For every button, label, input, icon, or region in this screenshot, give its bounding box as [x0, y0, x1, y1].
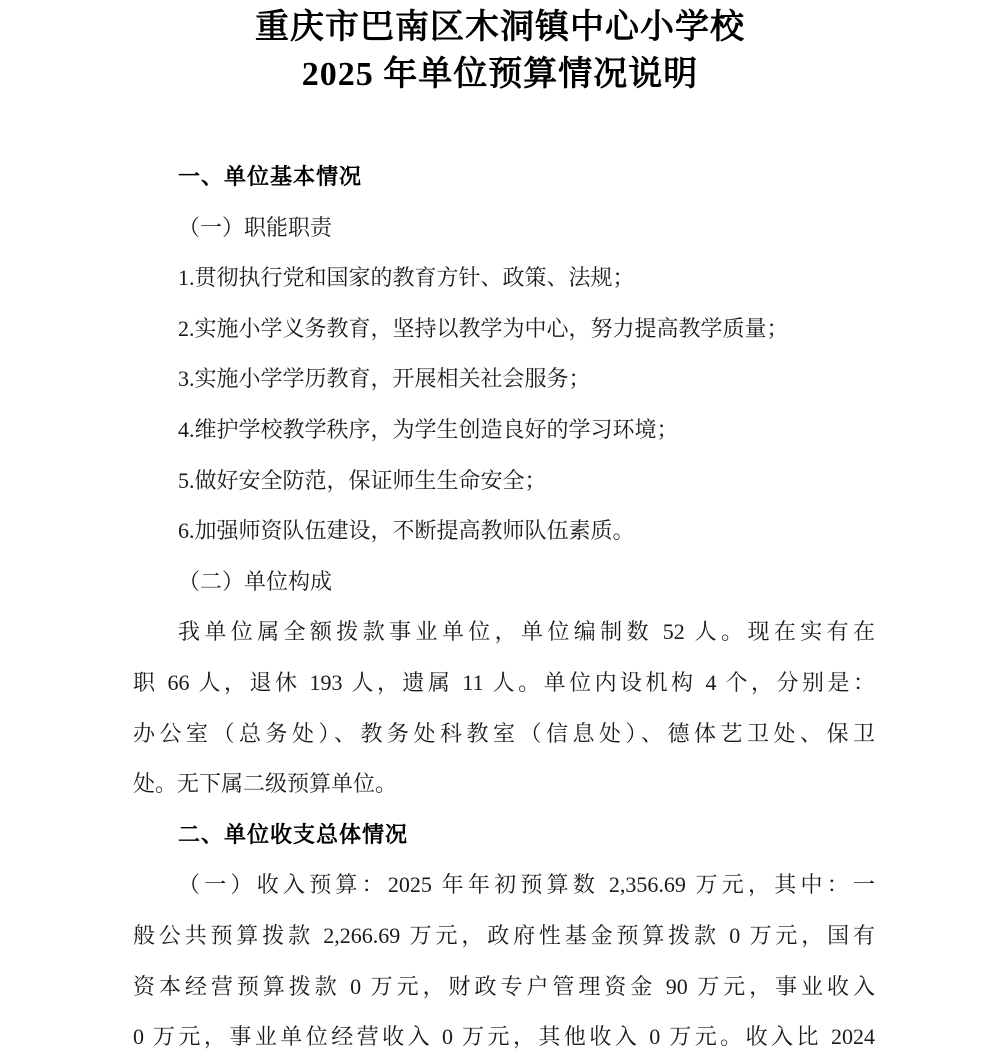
- org-paragraph-line-3: 办公室（总务处）、教务处科教室（信息处）、德体艺卫处、保卫: [133, 720, 875, 746]
- document-title: [0, 4, 1000, 98]
- org-paragraph-line-2: 职 66 人，退休 193 人，遗属 11 人。单位内设机构 4 个，分别是：: [133, 669, 875, 695]
- income-paragraph-line-2: 般公共预算拨款 2,266.69 万元，政府性基金预算拨款 0 万元，国有: [133, 922, 875, 948]
- income-paragraph-line-1: （一）收入预算：2025 年年初预算数 2,356.69 万元，其中：一: [178, 872, 875, 898]
- document-body: [133, 152, 875, 1053]
- duty-item-2: 2.实施小学义务教育，坚持以教学为中心，努力提高教学质量；: [178, 315, 789, 341]
- subsection-1-1-heading: （一）职能职责: [178, 214, 333, 240]
- section-1-heading: 一、单位基本情况: [178, 164, 363, 189]
- org-paragraph-line-4: 处。无下属二级预算单位。: [133, 771, 398, 797]
- income-paragraph-line-4: 0 万元，事业单位经营收入 0 万元，其他收入 0 万元。收入比 2024: [133, 1024, 875, 1050]
- section-2-heading: 二、单位收支总体情况: [178, 821, 409, 847]
- org-paragraph-line-1: 我单位属全额拨款事业单位，单位编制数 52 人。现在实有在: [178, 619, 875, 645]
- document-title-line-2: 2025 年单位预算情况说明: [301, 56, 699, 93]
- duty-item-5: 5.做好安全防范，保证师生生命安全；: [178, 467, 547, 493]
- document-title-line-1: 重庆市巴南区木洞镇中心小学校: [255, 9, 745, 46]
- duty-item-4: 4.维护学校教学秩序，为学生创造良好的学习环境；: [178, 416, 679, 442]
- duty-item-6: 6.加强师资队伍建设，不断提高教师队伍素质。: [178, 518, 635, 544]
- duty-item-1: 1.贯彻执行党和国家的教育方针、政策、法规；: [178, 265, 635, 291]
- duty-item-3: 3.实施小学学历教育，开展相关社会服务；: [178, 366, 591, 392]
- income-paragraph-line-3: 资本经营预算拨款 0 万元，财政专户管理资金 90 万元，事业收入: [133, 973, 875, 999]
- subsection-1-2-heading: （二）单位构成: [178, 568, 333, 594]
